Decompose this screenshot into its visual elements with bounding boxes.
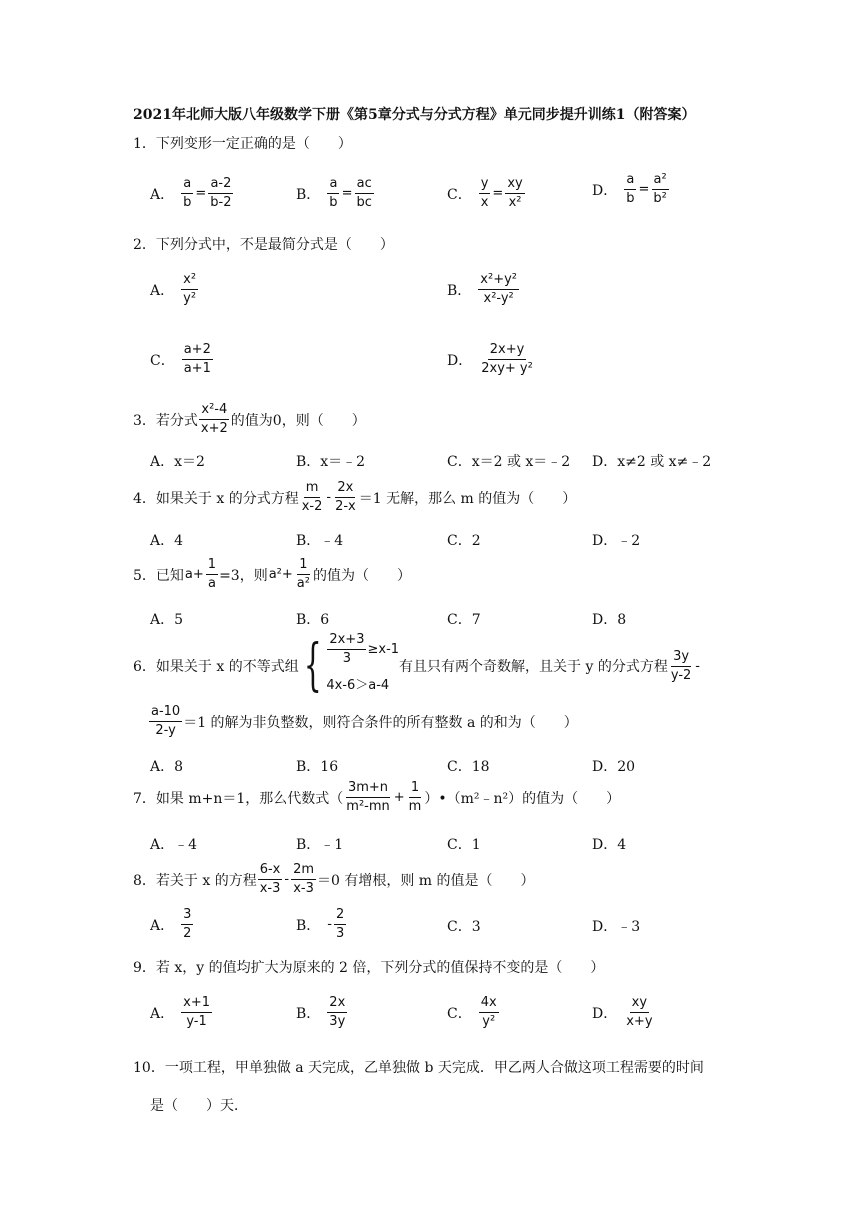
- question-5-stem: 5．已知 a+ $\frac{1}{a}$ =3，则 a²+ $\frac{1}{\text{a²}}$ 的值为（ ）: [133, 557, 411, 591]
- fraction: $\frac{3m+n}{\text{m²-mn}}$: [346, 780, 390, 814]
- fraction: $\frac{2x+y}{\text{2xy+ y²}}$: [481, 342, 533, 376]
- fraction: $\frac{y}{x}$: [480, 176, 489, 210]
- fraction: $\frac{xy}{\text{x²}}$: [507, 176, 523, 210]
- fraction: $\frac{2}{3}$: [336, 907, 345, 941]
- q8-option-a: A． $\frac{3}{2}$: [150, 907, 192, 941]
- q2-option-c: C． $\frac{a+2}{a+1}$: [150, 342, 211, 376]
- fraction: $\frac{a+2}{a+1}$: [183, 342, 211, 376]
- q2-option-d: D． $\frac{2x+y}{\text{2xy+ y²}}$: [447, 342, 533, 376]
- q8-option-b: B． - $\frac{2}{3}$: [296, 907, 345, 941]
- q3-option-b: B．x＝﹣2: [296, 454, 366, 470]
- question-10-stem-line1: 10．一项工程，甲单独做 a 天完成，乙单独做 b 天完成．甲乙两人合做这项工程需要的时间: [133, 1060, 704, 1076]
- question-6-stem-line1: 6．如果关于 x 的不等式组 { $\frac{2x+3}{3}$ ≥x-1 4x-6＞a-4 有且只有两个奇数解，且关于 y 的分式方程 $\frac{3y}{y-2}$ -: [133, 631, 700, 698]
- q2-option-a: A． $\frac{\text{x²}}{\text{y²}}$: [150, 272, 197, 306]
- fraction: $\frac{x+1}{y-1}$: [183, 995, 210, 1029]
- q6-option-b: B．16: [296, 759, 339, 775]
- question-4-stem: 4．如果关于 x 的分式方程 $\frac{m}{x-2}$ - $\frac{2x}{2-x}$ ＝1 无解，那么 m 的值为（ ）: [133, 480, 577, 514]
- q8-option-c: C．3: [447, 919, 481, 935]
- q4-option-b: B．﹣4: [296, 533, 344, 549]
- fraction: $\frac{\text{x²+y²}}{\text{x²-y²}}$: [480, 272, 517, 306]
- q6-option-d: D．20: [592, 759, 636, 775]
- q9-option-a: A． $\frac{x+1}{y-1}$: [150, 995, 210, 1029]
- fraction: $\frac{1}{m}$: [408, 780, 422, 814]
- q1-option-c: C． $\frac{y}{x}$ = $\frac{xy}{\text{x²}}$: [447, 176, 523, 210]
- fraction: $\frac{m}{x-2}$: [301, 480, 323, 514]
- fraction: $\frac{1}{\text{a²}}$: [296, 557, 310, 591]
- fraction: $\frac{\text{x²}}{\text{y²}}$: [183, 272, 197, 306]
- fraction: $\frac{xy}{x+y}$: [626, 995, 653, 1029]
- question-9-stem: 9．若 x，y 的值均扩大为原来的 2 倍，下列分式的值保持不变的是（ ）: [133, 960, 605, 976]
- q8-option-d: D．﹣3: [592, 919, 641, 935]
- fraction: $\frac{4x}{\text{y²}}$: [480, 995, 497, 1029]
- question-1-stem: 1．下列变形一定正确的是（ ）: [133, 136, 352, 152]
- question-7-stem: 7．如果 m+n＝1，那么代数式（ $\frac{3m+n}{\text{m²-mn}}$ + $\frac{1}{m}$ ）•（m²﹣n²）的值为（ ）: [133, 780, 621, 814]
- question-6-stem-line2: $\frac{a-10}{2-y}$ ＝1 的解为非负整数，则符合条件的所有整数 a 的和为（ ）: [151, 704, 578, 738]
- q3-option-a: A．x＝2: [150, 454, 205, 470]
- fraction: $\frac{a-10}{2-y}$: [151, 704, 181, 738]
- q5-option-a: A．5: [150, 612, 184, 628]
- q9-option-c: C． $\frac{4x}{\text{y²}}$: [447, 995, 497, 1029]
- fraction: $\frac{2m}{x-3}$: [293, 862, 314, 896]
- fraction: $\frac{3}{2}$: [183, 907, 192, 941]
- q7-option-a: A．﹣4: [150, 837, 198, 853]
- q9-option-d: D． $\frac{xy}{x+y}$: [592, 995, 653, 1029]
- fraction: $\frac{\text{a²}}{\text{b²}}$: [653, 172, 667, 206]
- fraction: $\frac{a}{b}$: [626, 172, 635, 206]
- q2-option-b: B． $\frac{\text{x²+y²}}{\text{x²-y²}}$: [447, 272, 517, 306]
- question-8-stem: 8．若关于 x 的方程 $\frac{6-x}{x-3}$ - $\frac{2m}{x-3}$ ＝0 有增根，则 m 的值是（ ）: [133, 862, 535, 896]
- document-title: 2021年北师大版八年级数学下册《第5章分式与分式方程》单元同步提升训练1（附答案）: [133, 107, 696, 123]
- q1-option-a: A． $\frac{a}{b}$ = $\frac{a-2}{b-2}$: [150, 176, 232, 210]
- q3-option-c: C．x＝2 或 x＝﹣2: [447, 454, 571, 470]
- fraction: $\frac{a-2}{b-2}$: [210, 176, 232, 210]
- q7-option-d: D．4: [592, 837, 627, 853]
- q4-option-d: D．﹣2: [592, 533, 641, 549]
- q9-option-b: B． $\frac{2x}{3y}$: [296, 995, 346, 1029]
- fraction: $\frac{a}{b}$: [183, 176, 192, 210]
- fraction: $\frac{a}{b}$: [329, 176, 338, 210]
- fraction: $\frac{2x}{2-x}$: [335, 480, 356, 514]
- q5-option-d: D．8: [592, 612, 627, 628]
- fraction: $\frac{3y}{y-2}$: [670, 648, 692, 683]
- q6-option-c: C．18: [447, 759, 490, 775]
- question-10-stem-line2: 是（ ）天．: [150, 1098, 248, 1114]
- fraction: $\frac{6-x}{x-3}$: [259, 862, 281, 896]
- question-3-stem: 3．若分式 $\frac{\text{x²-4}}{x+2}$ 的值为0，则（ ）: [133, 402, 366, 436]
- q5-option-c: C．7: [447, 612, 481, 628]
- fraction: $\frac{\text{x²-4}}{x+2}$: [200, 402, 228, 436]
- fraction: $\frac{ac}{bc}$: [356, 176, 372, 210]
- inequality-system: { $\frac{2x+3}{3}$ ≥x-1 4x-6＞a-4: [303, 631, 400, 698]
- q6-option-a: A．8: [150, 759, 184, 775]
- q5-option-b: B．6: [296, 612, 330, 628]
- question-2-stem: 2．下列分式中，不是最简分式是（ ）: [133, 237, 394, 253]
- fraction: $\frac{2x+3}{3}$: [329, 631, 365, 666]
- q7-option-b: B．﹣1: [296, 837, 344, 853]
- q3-option-d: D．x≠2 或 x≠﹣2: [592, 454, 712, 470]
- q1-option-b: B． $\frac{a}{b}$ = $\frac{ac}{bc}$: [296, 176, 372, 210]
- q4-option-c: C．2: [447, 533, 481, 549]
- fraction: $\frac{1}{a}$: [207, 557, 217, 591]
- q7-option-c: C．1: [447, 837, 481, 853]
- q4-option-a: A．4: [150, 533, 184, 549]
- q1-option-d: D． $\frac{a}{b}$ = $\frac{\text{a²}}{\text{b²}}$: [592, 172, 667, 206]
- fraction: $\frac{2x}{3y}$: [329, 995, 346, 1029]
